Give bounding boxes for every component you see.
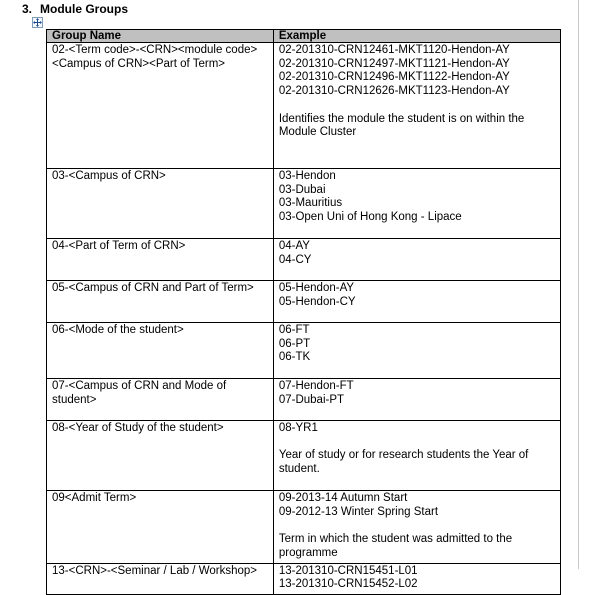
example-cell: [273, 563, 560, 594]
example-cell: [273, 239, 560, 281]
table-header-row: [47, 30, 561, 43]
header-group-name: Group Name: [47, 30, 274, 43]
example-cell: [273, 169, 560, 239]
example-cell: [273, 379, 560, 421]
table-row: [47, 563, 561, 594]
example-line: 03-Open Uni of Hong Kong - Lipace: [278, 211, 462, 224]
example-line: 04-CY: [278, 253, 312, 266]
example-line: 13-201310-CRN15451-L01: [278, 564, 418, 577]
section-heading: [22, 2, 128, 16]
example-cell: [273, 323, 560, 379]
example-line: 03-Dubai: [278, 183, 326, 196]
example-line: 07-Dubai-PT: [278, 393, 345, 406]
spacer: [279, 519, 555, 533]
group-name-cell: [47, 563, 274, 594]
header-example: Example: [273, 30, 560, 43]
table-row: [47, 491, 561, 564]
example-cell: [273, 421, 560, 491]
table-row: [47, 323, 561, 379]
spacer: [279, 99, 555, 113]
module-groups-table: [46, 29, 561, 595]
group-name-cell: [47, 239, 274, 281]
section-number: 3.: [22, 2, 33, 16]
example-line: 06-TK: [278, 351, 311, 364]
group-name-cell: [47, 43, 274, 169]
example-line: 02-201310-CRN12497-MKT1121-Hendon-AY: [278, 57, 510, 70]
example-line: 08-YR1: [278, 422, 318, 434]
spacer: [279, 436, 555, 450]
group-name-cell: [47, 491, 274, 564]
example-line: 02-201310-CRN12461-MKT1120-Hendon-AY: [278, 44, 510, 56]
table-row: [47, 281, 561, 323]
group-name: 13-<CRN>-<Seminar / Lab / Workshop>: [52, 564, 257, 577]
group-name-cell: [47, 379, 274, 421]
example-line: 09-2012-13 Winter Spring Start: [278, 505, 439, 518]
example-note: Identifies the module the student is on within the Module Cluster: [278, 112, 525, 139]
group-name-cell: [47, 323, 274, 379]
example-line: 03-Hendon: [278, 170, 336, 182]
example-cell: [273, 43, 560, 169]
example-line: 03-Mauritius: [278, 197, 343, 210]
group-name: 03-<Campus of CRN>: [52, 170, 166, 182]
table-move-handle-icon[interactable]: [32, 17, 43, 28]
example-line: 09-2013-14 Autumn Start: [278, 492, 408, 504]
section-title: Module Groups: [40, 2, 128, 16]
example-line: 02-201310-CRN12626-MKT1123-Hendon-AY: [278, 85, 510, 98]
example-line: 02-201310-CRN12496-MKT1122-Hendon-AY: [278, 71, 510, 84]
group-name: 09<Admit Term>: [52, 492, 137, 504]
group-name-cell: [47, 281, 274, 323]
group-name-cell: [47, 169, 274, 239]
example-line: 06-FT: [278, 324, 310, 336]
example-cell: [273, 281, 560, 323]
page-margin-line: [578, 0, 579, 569]
example-cell: [273, 491, 560, 564]
example-line: 05-Hendon-AY: [278, 282, 355, 294]
group-name: 04-<Part of Term of CRN>: [52, 240, 186, 252]
table-row: [47, 239, 561, 281]
example-line: 05-Hendon-CY: [278, 295, 356, 308]
group-name-cell: [47, 421, 274, 491]
group-name: 07-<Campus of CRN and Mode of student>: [52, 380, 227, 406]
example-line: 04-AY: [278, 240, 310, 252]
table-row: [47, 421, 561, 491]
table-row: [47, 169, 561, 239]
table-row: [47, 43, 561, 169]
group-name: 05-<Campus of CRN and Part of Term>: [52, 282, 254, 294]
group-name: 08-<Year of Study of the student>: [52, 422, 224, 434]
group-name: 06-<Mode of the student>: [52, 324, 184, 336]
group-name: 02-<Term code>-<CRN><module code><Campus of CRN><Part of Term>: [52, 44, 258, 70]
example-line: 13-201310-CRN15452-L02: [278, 578, 418, 591]
table-row: [47, 379, 561, 421]
example-line: 06-PT: [278, 337, 311, 350]
example-note: Term in which the student was admitted to the programme: [278, 533, 513, 559]
example-line: 07-Hendon-FT: [278, 380, 354, 392]
example-note: Year of study or for research students the Year of student.: [278, 449, 529, 476]
